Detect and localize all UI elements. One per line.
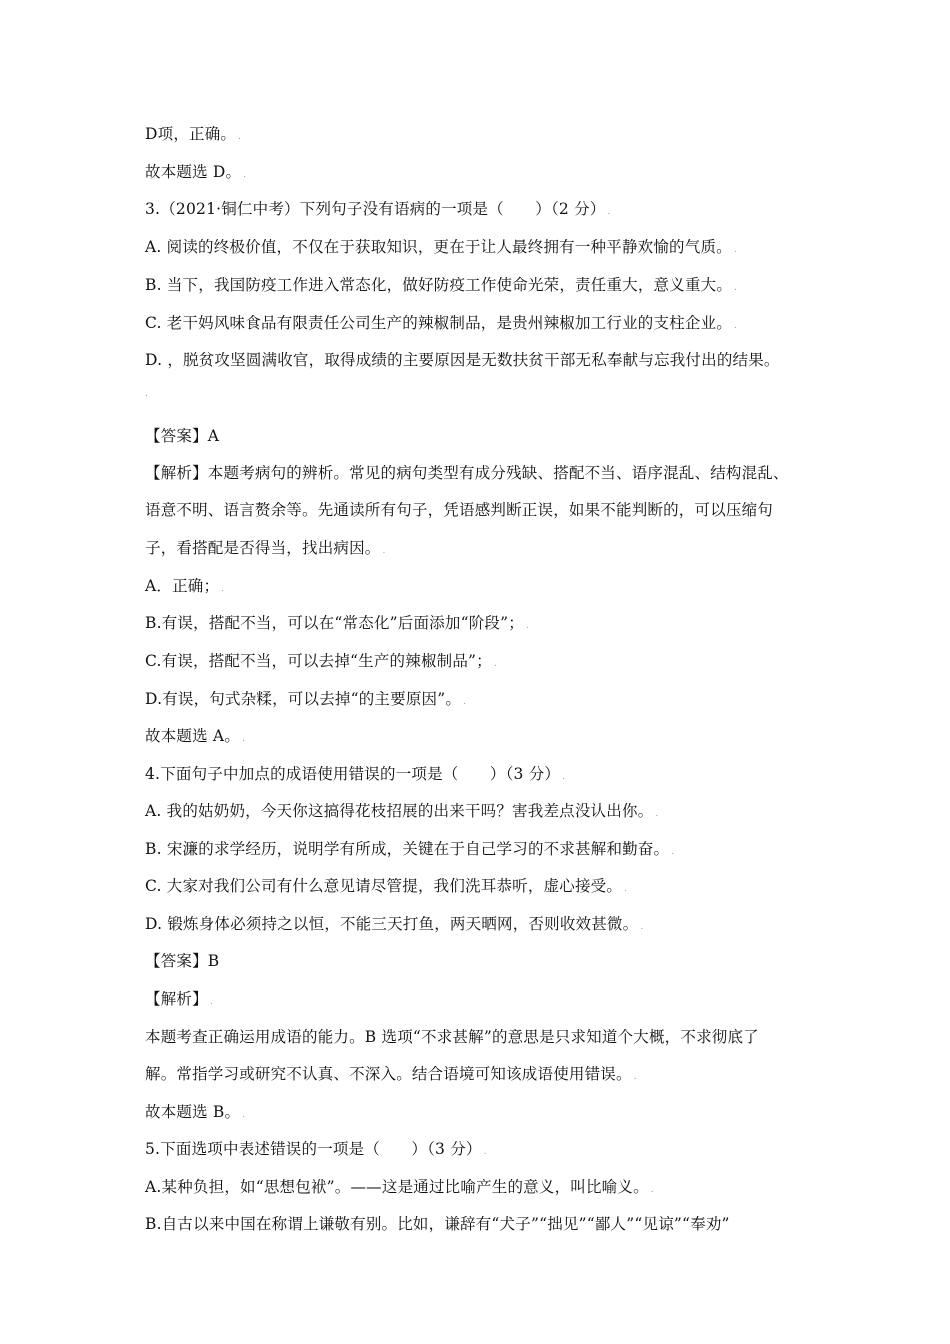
- conclusion-3: 故本题选 A。 .: [145, 727, 246, 745]
- analysis-3-line-1: 【解析】本题考病句的辨析。常见的病句类型有成分残缺、搭配不当、语序混乱、结构混乱、: [145, 464, 789, 482]
- analysis-3-b: B.有误，搭配不当，可以在“常态化”后面添加“阶段”； .: [145, 614, 529, 632]
- analysis-3-d: D.有误，句式杂糅，可以去掉“的主要原因”。 .: [145, 690, 467, 708]
- analysis-3-line-3: 子，看搭配是否得当，找出病因。 .: [145, 539, 386, 557]
- analysis-3-a: A．正确； .: [145, 577, 225, 595]
- analysis-4-line-2: 解。常指学习或研究不认真、不深入。结合语境可知该成语使用错误。 .: [145, 1065, 637, 1083]
- question-4-title: 4.下面句子中加点的成语使用错误的一项是（ ）（3 分） .: [145, 765, 566, 783]
- question-4-option-a: A. 我的姑奶奶，今天你这搞得花枝招展的出来干吗？害我差点没认出你。 .: [145, 802, 659, 820]
- answer-4: 【答案】B: [145, 952, 220, 970]
- question-3-option-d: D. ，脱贫攻坚圆满收官，取得成绩的主要原因是无数扶贫干部无私奉献与忘我付出的结果。: [145, 351, 780, 369]
- conclusion-4: 故本题选 B。 .: [145, 1103, 246, 1121]
- question-5-title: 5.下面选项中表述错误的一项是（ ）（3 分） .: [145, 1140, 487, 1158]
- analysis-4-line-1: 本题考查正确运用成语的能力。B 选项“不求甚解”的意思是只求知道个大概，不求彻底了: [145, 1028, 759, 1046]
- answer-3: 【答案】A: [145, 427, 220, 445]
- question-3-option-b: B. 当下，我国防疫工作进入常态化，做好防疫工作使命光荣，责任重大，意义重大。 .: [145, 276, 738, 294]
- question-3-option-c: C. 老干妈风味食品有限责任公司生产的辣椒制品，是贵州辣椒加工行业的支柱企业。 .: [145, 314, 738, 332]
- question-4-option-d: D. 锻炼身体必须持之以恒，不能三天打鱼，两天晒网，否则收效甚微。 .: [145, 915, 644, 933]
- text-line: 故本题选 D。 .: [145, 163, 247, 181]
- analysis-3-c: C.有误，搭配不当，可以去掉“生产的辣椒制品”； .: [145, 652, 497, 670]
- question-3-title: 3.（2021·铜仁中考）下列句子没有语病的一项是（ ）（2 分） .: [145, 200, 611, 218]
- analysis-4-heading: 【解析】 .: [145, 990, 213, 1008]
- question-3-option-a: A. 阅读的终极价值，不仅在于获取知识，更在于让人最终拥有一种平静欢愉的气质。 .: [145, 238, 737, 256]
- question-4-option-c: C. 大家对我们公司有什么意见请尽管提，我们洗耳恭听，虚心接受。 .: [145, 877, 628, 895]
- question-5-option-b: B.自古以来中国在称谓上谦敬有别。比如，谦辞有“犬子”“拙见”“鄙人”“见谅”“奉劝”: [145, 1215, 730, 1233]
- empty-paragraph-mark: .: [145, 389, 148, 399]
- question-4-option-b: B. 宋濂的求学经历，说明学有所成，关键在于自己学习的不求甚解和勤奋。 .: [145, 840, 675, 858]
- text-line: D项，正确。 .: [145, 125, 242, 143]
- question-5-option-a: A.某种负担，如“思想包袱”。——这是通过比喻产生的意义，叫比喻义。 .: [145, 1178, 654, 1196]
- analysis-3-line-2: 语意不明、语言赘余等。先通读所有句子，凭语感判断正误，如果不能判断的，可以压缩句: [145, 501, 774, 519]
